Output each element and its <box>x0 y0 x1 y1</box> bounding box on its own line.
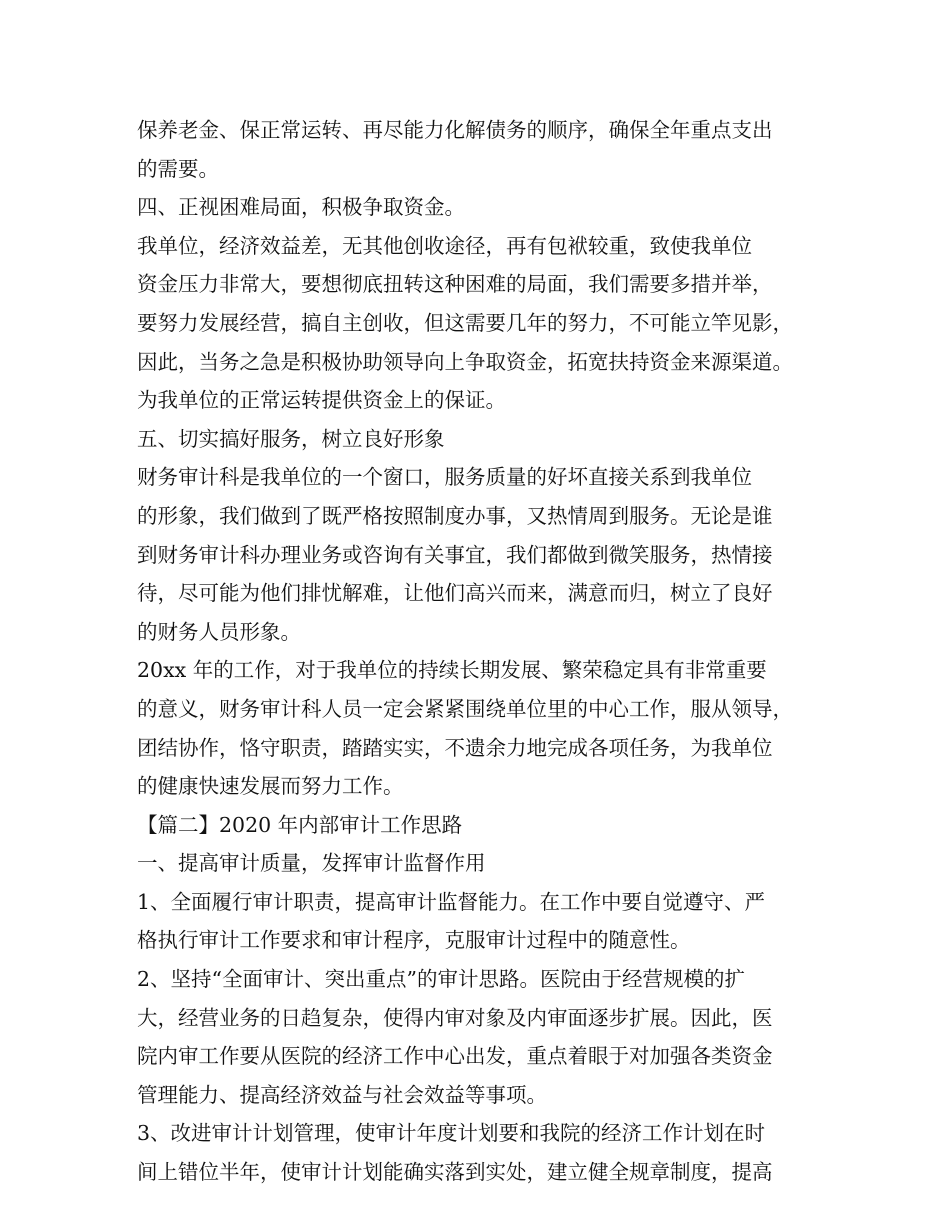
part-two-title: 【篇二】2020 年内部审计工作思路 <box>137 812 463 837</box>
text-line-8: 为我单位的正常运转提供资金上的保证。 <box>137 388 506 413</box>
text-line-25: 院内审工作要从医院的经济工作中心出发，重点着眼于对加强各类资金 <box>137 1044 773 1069</box>
text-line-14: 的财务人员形象。 <box>137 619 301 644</box>
text-line-26: 管理能力、提高经济效益与社会效益等事项。 <box>137 1082 547 1107</box>
text-line-16: 的意义，财务审计科人员一定会紧紧围绕单位里的中心工作，服从领导， <box>137 696 793 721</box>
text-line-22: 格执行审计工作要求和审计程序，克服审计过程中的随意性。 <box>137 928 691 953</box>
section-heading-5: 五、切实搞好服务，树立良好形象 <box>137 426 445 451</box>
text-line-21: 1、全面履行审计职责，提高审计监督能力。在工作中要自觉遵守、严 <box>137 889 766 914</box>
text-line-17: 团结协作，恪守职责，踏踏实实，不遗余力地完成各项任务，为我单位 <box>137 735 773 760</box>
section-heading-1: 一、提高审计质量，发挥审计监督作用 <box>137 851 486 876</box>
text-line-12: 到财务审计科办理业务或咨询有关事宜，我们都做到微笑服务，热情接 <box>137 542 773 567</box>
document-body <box>137 111 827 1192</box>
text-line-7: 因此，当务之急是积极协助领导向上争取资金，拓宽扶持资金来源渠道。 <box>137 349 793 374</box>
section-heading-4: 四、正视困难局面，积极争取资金。 <box>137 195 465 220</box>
text-line-11: 的形象，我们做到了既严格按照制度办事，又热情周到服务。无论是谁 <box>137 503 773 528</box>
text-line-24: 大，经营业务的日趋复杂，使得内审对象及内审面逐步扩展。因此，医 <box>137 1005 773 1030</box>
text-line-28: 间上错位半年，使审计计划能确实落到实处，建立健全规章制度，提高 <box>137 1160 773 1185</box>
text-line-10: 财务审计科是我单位的一个窗口，服务质量的好坏直接关系到我单位 <box>137 465 752 490</box>
text-line-27: 3、改进审计计划管理，使审计年度计划要和我院的经济工作计划在时 <box>137 1121 766 1146</box>
text-line-2: 的需要。 <box>137 156 219 181</box>
text-line-4: 我单位，经济效益差，无其他创收途径，再有包袱较重，致使我单位 <box>137 233 752 258</box>
text-line-23: 2、坚持“全面审计、突出重点”的审计思路。医院由于经营规模的扩 <box>137 967 746 992</box>
text-line-13: 待，尽可能为他们排忧解难，让他们高兴而来，满意而归，树立了良好 <box>137 581 773 606</box>
text-line-18: 的健康快速发展而努力工作。 <box>137 774 404 799</box>
text-line-6: 要努力发展经营，搞自主创收，但这需要几年的努力，不可能立竿见影， <box>137 310 793 335</box>
text-line-15: 20xx 年的工作，对于我单位的持续长期发展、繁荣稳定具有非常重要 <box>137 658 767 683</box>
text-line-1: 保养老金、保正常运转、再尽能力化解债务的顺序，确保全年重点支出 <box>137 118 773 142</box>
text-line-5: 资金压力非常大，要想彻底扭转这种困难的局面，我们需要多措并举， <box>137 272 773 297</box>
